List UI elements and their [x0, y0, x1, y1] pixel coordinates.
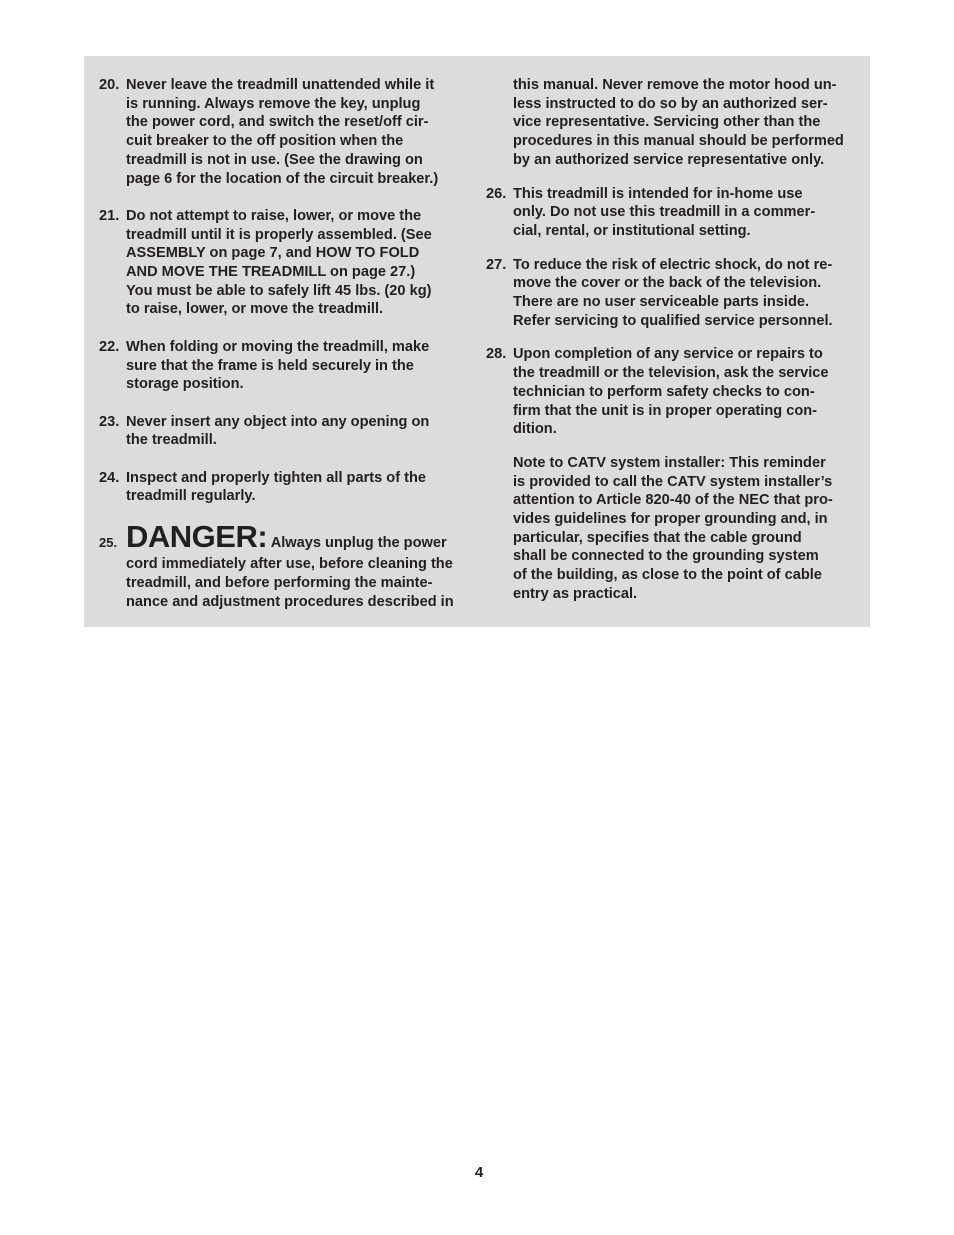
item-line: This treadmill is intended for in-home use — [513, 185, 803, 202]
item-line: treadmill, and before performing the mainte- — [126, 574, 433, 591]
item-line: by an authorized service representative only. — [513, 151, 825, 168]
item-line: move the cover or the back of the television. — [513, 275, 822, 292]
item-line: procedures in this manual should be performed — [513, 133, 844, 150]
item-line: page 6 for the location of the circuit breaker.) — [126, 170, 439, 187]
item-line: only. Do not use this treadmill in a commer- — [513, 204, 816, 221]
item-number: 25. — [99, 535, 118, 551]
item-line: Never leave the treadmill unattended while it — [126, 77, 435, 93]
item-line: nance and adjustment procedures described in — [126, 593, 454, 610]
item-line: to raise, lower, or move the treadmill. — [126, 301, 384, 318]
item-line: Do not attempt to raise, lower, or move the — [126, 207, 422, 224]
item-line: treadmill regularly. — [126, 488, 256, 505]
item-line: To reduce the risk of electric shock, do not re- — [513, 256, 833, 273]
item-number: 26. — [486, 185, 507, 202]
note-line: shall be connected to the grounding system — [513, 548, 819, 565]
note-line: is provided to call the CATV system installer’s — [513, 473, 833, 490]
item-line: Refer servicing to qualified service personnel. — [513, 312, 833, 329]
item-number: 20. — [99, 77, 120, 93]
item-number: 22. — [99, 338, 120, 355]
item-20 — [99, 76, 471, 188]
item-28 — [486, 345, 860, 439]
item-25-continued — [486, 76, 860, 170]
item-27 — [486, 256, 860, 331]
item-line: When folding or moving the treadmill, make — [126, 338, 430, 355]
item-number: 27. — [486, 256, 507, 273]
item-line: sure that the frame is held securely in the — [126, 357, 414, 374]
note-line: particular, specifies that the cable ground — [513, 529, 802, 546]
right-column — [486, 76, 860, 604]
item-line: firm that the unit is in proper operating con- — [513, 402, 818, 419]
item-line: Never insert any object into any opening on — [126, 413, 430, 430]
item-line: the power cord, and switch the reset/off cir- — [126, 114, 429, 131]
item-line: Always unplug the power — [270, 535, 447, 552]
item-number: 24. — [99, 469, 120, 486]
item-line: this manual. Never remove the motor hood un- — [513, 77, 837, 93]
item-line: You must be able to safely lift 45 lbs. (20 kg) — [126, 282, 432, 299]
item-line: treadmill until it is properly assembled. (See — [126, 226, 432, 243]
note-line: attention to Article 820-40 of the NEC that pro- — [513, 492, 833, 509]
note-line: Note to CATV system installer: This reminder — [513, 454, 826, 471]
item-line: the treadmill. — [126, 432, 217, 449]
item-line: Upon completion of any service or repairs to — [513, 346, 823, 363]
item-number: 28. — [486, 346, 507, 363]
item-line: cord immediately after use, before cleaning the — [126, 556, 453, 573]
item-21 — [99, 207, 471, 319]
item-26 — [486, 185, 860, 241]
item-line: is running. Always remove the key, unplug — [126, 95, 421, 112]
item-23 — [99, 413, 471, 450]
item-line: AND MOVE THE TREADMILL on page 27.) — [126, 264, 416, 281]
note-line: of the building, as close to the point of cable — [513, 567, 822, 584]
left-column — [99, 76, 471, 611]
item-line: the treadmill or the television, ask the service — [513, 365, 829, 382]
item-line: There are no user serviceable parts inside. — [513, 294, 810, 311]
note-line: entry as practical. — [513, 585, 638, 602]
item-line: cial, rental, or institutional setting. — [513, 222, 751, 239]
item-line: vice representative. Servicing other than the — [513, 114, 821, 131]
note-line: vides guidelines for proper grounding and, in — [513, 511, 828, 528]
item-line: technician to perform safety checks to con- — [513, 383, 815, 400]
item-line: less instructed to do so by an authorized ser- — [513, 95, 828, 112]
item-25 — [99, 521, 471, 611]
item-number: 23. — [99, 413, 120, 430]
item-line: treadmill is not in use. (See the drawing on — [126, 151, 423, 168]
item-line: ASSEMBLY on page 7, and HOW TO FOLD — [126, 245, 420, 262]
item-line: Inspect and properly tighten all parts of the — [126, 469, 427, 486]
item-line: storage position. — [126, 376, 244, 393]
danger-heading: DANGER: — [126, 519, 268, 555]
safety-instructions-panel — [84, 56, 870, 627]
catv-note — [486, 454, 860, 604]
item-line: cuit breaker to the off position when the — [126, 133, 404, 150]
item-line: dition. — [513, 421, 557, 438]
item-22 — [99, 338, 471, 394]
item-24 — [99, 469, 471, 506]
page-number: 4 — [474, 1164, 484, 1181]
item-number: 21. — [99, 207, 120, 224]
